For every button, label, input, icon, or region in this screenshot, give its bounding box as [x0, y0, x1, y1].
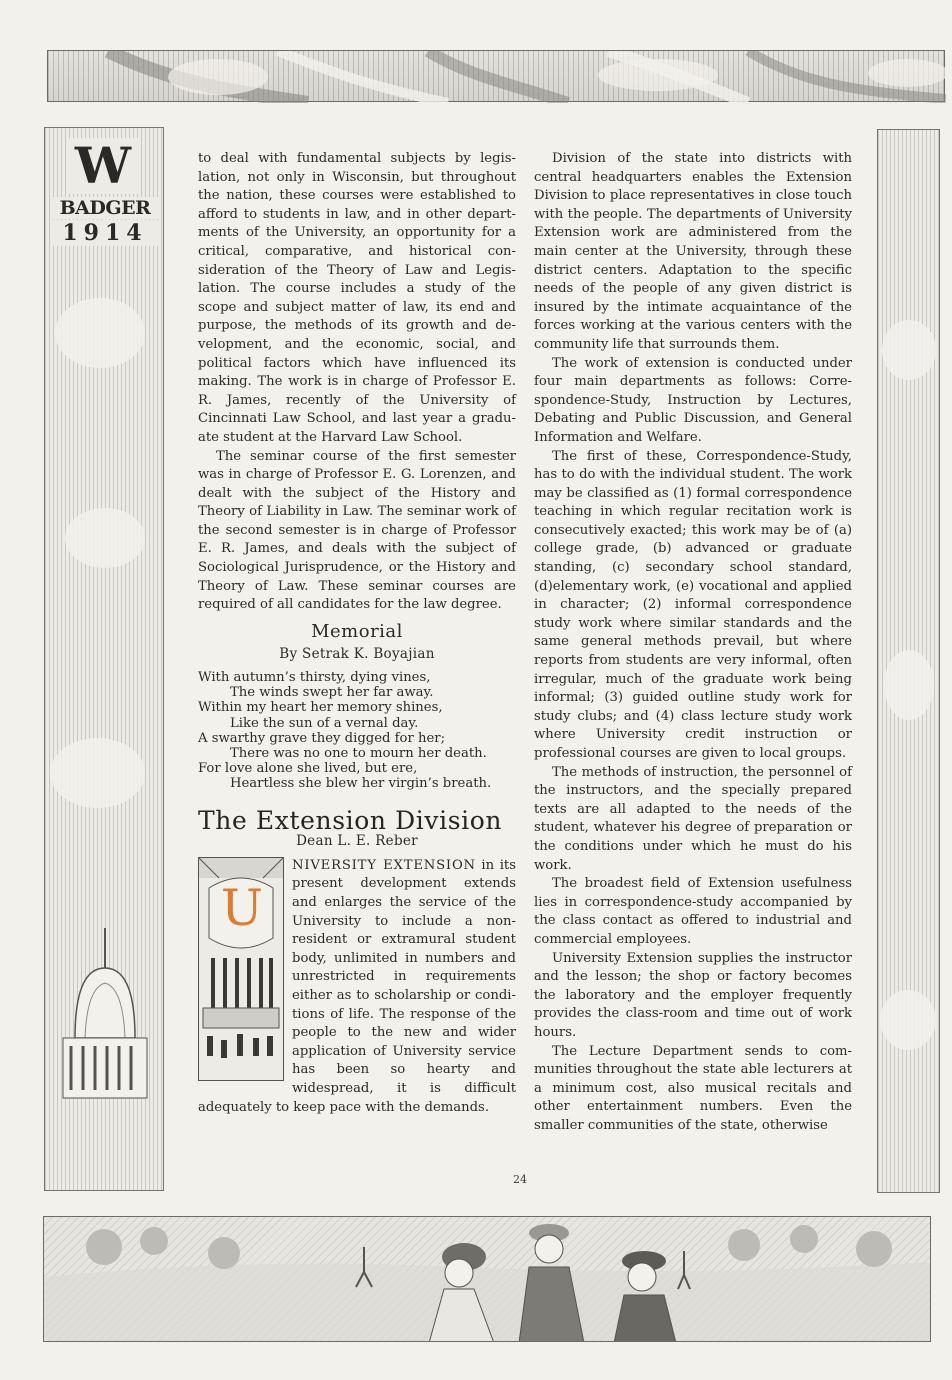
cloud-shape [882, 320, 936, 380]
left-decorative-border [44, 127, 164, 1191]
section-byline: Dean L. E. Reber [296, 833, 418, 850]
poem-line: The winds swept her far away. [230, 685, 434, 701]
students-scene-illustration [44, 1217, 931, 1342]
poem-line: Like the sun of a vernal day. [230, 715, 419, 731]
body-paragraph: The seminar course of the first semester was in charge of Professor E. G. Lorenzen, and dealt with the subject of the History and Theory of Liability in Law. The seminar work of the second semester is in charge of Professor E. R. James, and deals with the subject of Sociological Jurisprudence, or the History and Theory of Law. These seminar courses are required of all candidates for the law degree. [198, 448, 516, 613]
right-text-column [534, 150, 852, 1135]
section-lead-words: NIVERSITY EXTENSION [292, 857, 476, 873]
logo-year: 1914 [51, 220, 159, 246]
poem-line: For love alone she lived, but ere, [198, 761, 418, 777]
cloud-shape [884, 650, 934, 720]
capitol-dome-illustration [55, 928, 155, 1128]
banner-ornament [48, 51, 946, 103]
bottom-illustration [43, 1216, 931, 1342]
body-paragraph: to deal with fundamental subjects by legislation, not only in Wisconsin, but throughout the nation, these courses were established to afford to students in law, and in other departments of the University, an opportunity for a critical, comparative, and historical consideration of the Theory of Law and Legislation. The course includes a study of the scope and subject matter of law, its end and purpose, the methods of its growth and development, and the economic, social, and political factors which have influenced its making. The work is in charge of Professor E. R. James, recently of the University of Cincinnati Law School, and last year a graduate student at the Harvard Law School. [198, 151, 516, 445]
right-decorative-border [877, 129, 940, 1193]
body-paragraph: The work of extension is conducted under four main departments as follows: Correspondence-Study, Instruction by Lectures, Debating and Public Discussion, and General Information and Welfare. [534, 355, 852, 445]
section-title: The Extension Division [198, 805, 503, 835]
poem-line: There was no one to mourn her death. [230, 746, 487, 762]
logo-letter: W [67, 138, 139, 194]
cloud-shape [50, 738, 145, 808]
left-text-column [198, 150, 516, 1117]
initial-letter: U [220, 878, 264, 937]
page-number: 24 [513, 1173, 527, 1186]
decorated-initial [198, 857, 284, 1081]
poem-line: Heartless she blew her virgin’s breath. [230, 776, 492, 792]
section-body-text: in its present development extends and enlarges the service of the University to include a non-resident or extramural student body, unlimited in numbers and unrestricted in requirements either as to scholarship or conditions of life. The response of the people to the new and wider application of University service has been so hearty and widespread, it is difficult adequately to keep pace with the demands. [198, 857, 516, 1115]
poem-byline: By Setrak K. Boyajian [279, 646, 435, 663]
body-paragraph: The first of these, Correspondence-Study, has to do with the individual student. The work may be classified as (1) formal correspondence teaching in which regular recitation work is consecutively exacted; this work may be of (a) college grade, (b) advanced or graduate standing, (c) secondary school standard, (d)elementary work, (e) vocational and applied in character; (2) informal correspondence study work where similar standards and the same general methods prevail, but where reports from students are very informal, often irregular, much of the graduate work being informal; (3) guided outline study work for study clubs; and (4) class lecture study work where University credit instruction or professional courses are given to local groups. [534, 448, 852, 761]
body-paragraph: The Lecture Department sends to communities throughout the state able lecturers at a minimum cost, also musical recitals and other entertainment numbers. Even the smaller communities of the state, otherwise [534, 1043, 852, 1133]
poem-line: Within my heart her memory shines, [198, 700, 443, 716]
body-paragraph: The broadest field of Extension usefulness lies in correspondence-study accompanied by the class contact as offered to industrial and commercial employees. [534, 876, 852, 947]
body-paragraph: University Extension supplies the instructor and the lesson; the shop or factory becomes the laboratory and the employer frequently provides the class-room and time out of work hours. [534, 950, 852, 1040]
poem-line: A swarthy grave they digged for her; [198, 730, 446, 746]
poem [198, 670, 516, 792]
body-paragraph: The methods of instruction, the personnel of the instructors, and the specially prepared texts are all adapted to the needs of the student, whatever his degree of preparation or the conditions under which he must do his work. [534, 764, 852, 873]
top-decorative-banner [47, 50, 945, 102]
poem-line: With autumn’s thirsty, dying vines, [198, 670, 431, 686]
logo-name: BADGER [51, 197, 159, 219]
cloud-shape [65, 508, 145, 568]
section-body [198, 857, 516, 1117]
poem-title: Memorial [311, 620, 403, 642]
cloud-shape [880, 990, 936, 1050]
cloud-shape [55, 298, 145, 368]
body-paragraph: Division of the state into districts with central headquarters enables the Extension Division to place representatives in close touch with the people. The departments of University Extension work are administered from the main center at the University, through these district centers. Adaptation to the specific needs of the people of any given district is insured by the intimate acquaintance of the forces working at the various centers with the community life that surrounds them. [534, 151, 852, 352]
